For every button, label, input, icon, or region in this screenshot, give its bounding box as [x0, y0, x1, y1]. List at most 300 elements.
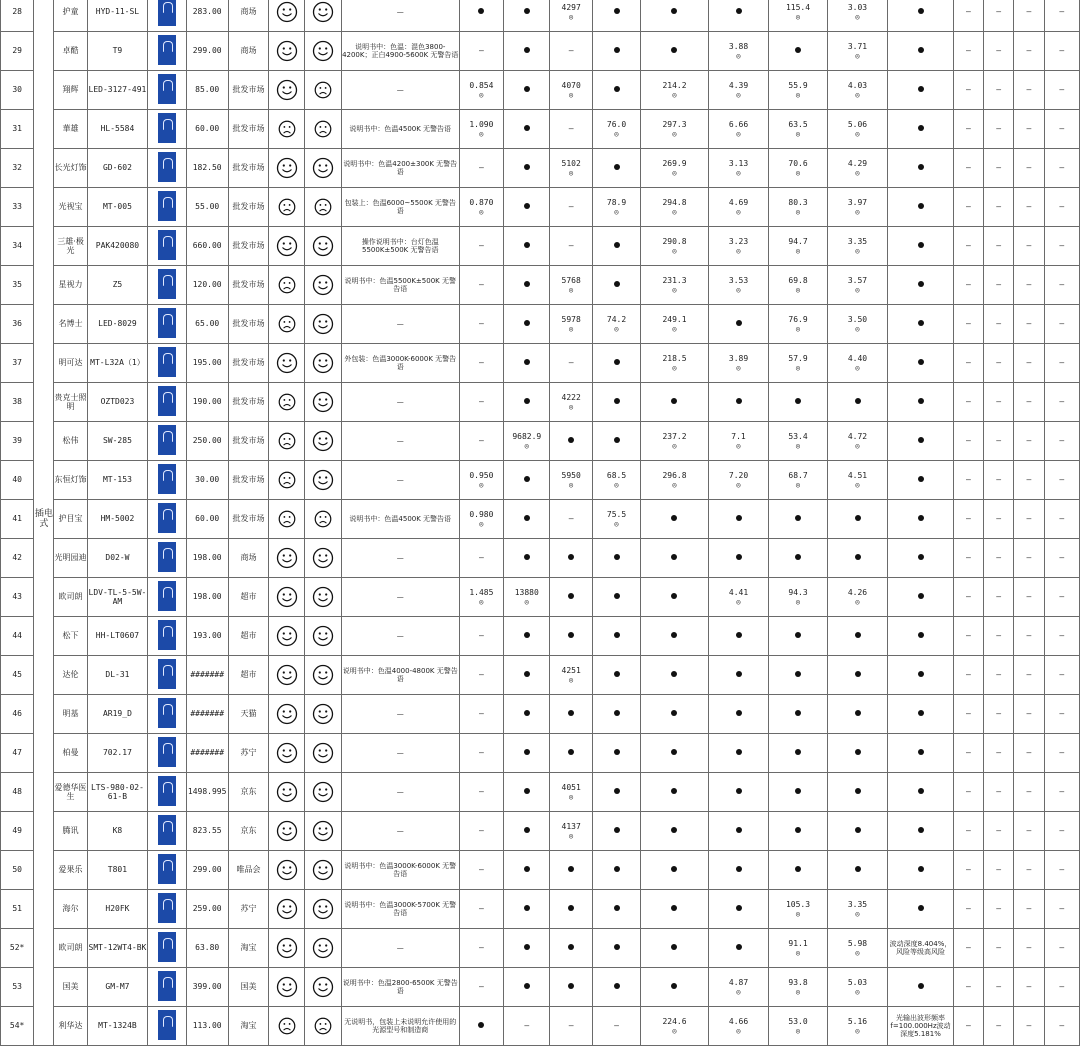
- pass-dot-icon: [524, 242, 530, 248]
- result-value: [769, 149, 827, 188]
- rating-sad-icon: [269, 110, 305, 149]
- price-cell: 63.80: [186, 929, 228, 968]
- result-dot: [504, 344, 550, 383]
- pass-dot-icon: [795, 671, 801, 677]
- product-photo: [148, 32, 186, 71]
- fail-mark-icon: ◎: [479, 207, 484, 216]
- result-dot: [592, 929, 640, 968]
- channel-cell: 批发市场: [228, 149, 268, 188]
- result-dot: [827, 734, 888, 773]
- result-value: [769, 890, 827, 929]
- fail-mark-icon: ◎: [569, 402, 574, 411]
- result-value: [641, 227, 709, 266]
- table-row: [1, 383, 1080, 422]
- rating-smile-icon: [305, 695, 341, 734]
- fail-mark-icon: ◎: [736, 363, 741, 372]
- result-value: [769, 929, 827, 968]
- result-dot: [504, 539, 550, 578]
- fail-mark-icon: ◎: [736, 51, 741, 60]
- result-value: [827, 929, 888, 968]
- result-dot: [592, 656, 640, 695]
- result-dot: [504, 266, 550, 305]
- table-row: [1, 617, 1080, 656]
- brand-cell: 欧司朗: [54, 929, 87, 968]
- lamp-photo-icon: [158, 581, 176, 611]
- measured-value: 115.4: [785, 3, 811, 13]
- price-cell: 198.00: [186, 578, 228, 617]
- result-dot: [708, 656, 769, 695]
- result-dash: —: [1044, 422, 1079, 461]
- result-dot: [769, 812, 827, 851]
- result-dash: —: [953, 344, 983, 383]
- pass-dot-icon: [671, 788, 677, 794]
- row-number: 40: [1, 461, 34, 500]
- result-value: [827, 71, 888, 110]
- lamp-photo-icon: [158, 854, 176, 884]
- result-value: [641, 461, 709, 500]
- result-dash: —: [1014, 968, 1044, 1007]
- brand-cell: 華雄: [54, 110, 87, 149]
- fail-mark-icon: ◎: [795, 246, 801, 255]
- fail-mark-icon: ◎: [614, 324, 619, 333]
- rating-smile-icon: [269, 344, 305, 383]
- measured-value: 5978: [561, 315, 581, 325]
- channel-cell: 天猫: [228, 695, 268, 734]
- measured-value: 297.3: [662, 120, 687, 130]
- pass-dot-icon: [524, 281, 530, 287]
- result-value: [769, 1007, 827, 1046]
- pass-dot-icon: [918, 47, 924, 53]
- result-dot: [550, 422, 592, 461]
- rating-smile-icon: [305, 968, 341, 1007]
- result-dot: [827, 812, 888, 851]
- product-photo: [148, 71, 186, 110]
- model-cell: MT-005: [87, 188, 148, 227]
- pass-dot-icon: [614, 944, 620, 950]
- rating-smile-icon: [305, 929, 341, 968]
- measured-value: 4.29: [847, 159, 868, 169]
- pass-dot-icon: [918, 515, 924, 521]
- channel-cell: 超市: [228, 617, 268, 656]
- measured-value: 94.7: [788, 237, 808, 247]
- result-value: [827, 578, 888, 617]
- pass-dot-icon: [795, 515, 801, 521]
- result-dash: —: [1014, 383, 1044, 422]
- result-dot: [592, 149, 640, 188]
- rating-smile-icon: [305, 890, 341, 929]
- rating-smile-icon: [269, 695, 305, 734]
- row-number: 54*: [1, 1007, 34, 1046]
- pass-dot-icon: [671, 983, 677, 989]
- product-photo: [148, 305, 186, 344]
- brand-cell: 腾讯: [54, 812, 87, 851]
- result-value: [708, 344, 769, 383]
- fail-mark-icon: ◎: [479, 129, 484, 138]
- result-dash: —: [1014, 656, 1044, 695]
- pass-dot-icon: [614, 8, 620, 14]
- rating-smile-icon: [305, 812, 341, 851]
- result-dot: [641, 32, 709, 71]
- rating-smile-icon: [305, 149, 341, 188]
- fail-mark-icon: ◎: [569, 90, 574, 99]
- pass-dot-icon: [736, 944, 742, 950]
- measured-value: 0.870: [469, 198, 494, 208]
- result-dot: [888, 851, 954, 890]
- result-value: [459, 71, 503, 110]
- measured-value: 4.72: [847, 432, 868, 442]
- pass-dot-icon: [918, 437, 924, 443]
- result-value: [708, 461, 769, 500]
- result-dot: [641, 773, 709, 812]
- rating-smile-icon: [305, 422, 341, 461]
- result-value: [708, 1007, 769, 1046]
- pass-dot-icon: [524, 827, 530, 833]
- measured-value: 4.66: [728, 1017, 749, 1027]
- brand-cell: 护目宝: [54, 500, 87, 539]
- result-dot: [504, 461, 550, 500]
- rating-smile-icon: [305, 578, 341, 617]
- pass-dot-icon: [671, 866, 677, 872]
- result-value: [769, 266, 827, 305]
- result-value: [504, 578, 550, 617]
- brand-cell: 卓酷: [54, 32, 87, 71]
- fail-mark-icon: ◎: [855, 480, 860, 489]
- result-value: [769, 71, 827, 110]
- channel-cell: 商场: [228, 0, 268, 32]
- result-dash: —: [550, 32, 592, 71]
- measured-value: 5950: [561, 471, 581, 481]
- result-dash: —: [984, 32, 1014, 71]
- fail-mark-icon: ◎: [795, 441, 801, 450]
- rating-smile-icon: [269, 929, 305, 968]
- result-dot: [641, 500, 709, 539]
- result-dash: —: [984, 851, 1014, 890]
- pass-dot-icon: [671, 944, 677, 950]
- pass-dot-icon: [918, 164, 924, 170]
- product-photo: [148, 227, 186, 266]
- brand-cell: 松下: [54, 617, 87, 656]
- table-row: [1, 0, 1080, 32]
- measured-value: 69.8: [788, 276, 808, 286]
- note-cell: —: [341, 773, 459, 812]
- result-value: [708, 422, 769, 461]
- result-value: [641, 71, 709, 110]
- result-dot: [769, 617, 827, 656]
- lamp-photo-icon: [158, 971, 176, 1001]
- fail-mark-icon: ◎: [795, 285, 801, 294]
- price-cell: 182.50: [186, 149, 228, 188]
- result-dot: [708, 734, 769, 773]
- result-dot: [769, 500, 827, 539]
- result-value: [708, 110, 769, 149]
- lamp-photo-icon: [158, 542, 176, 572]
- note-cell: 说明书中：色温5500K±500K 无警告语: [341, 266, 459, 305]
- row-number: 32: [1, 149, 34, 188]
- lamp-photo-icon: [158, 230, 176, 260]
- lamp-photo-icon: [158, 425, 176, 455]
- result-dash: —: [1044, 656, 1079, 695]
- measured-value: 3.88: [728, 42, 749, 52]
- measured-value: 5.16: [847, 1017, 868, 1027]
- pass-dot-icon: [524, 515, 530, 521]
- pass-dot-icon: [918, 203, 924, 209]
- channel-cell: 批发市场: [228, 71, 268, 110]
- measured-value: 78.9: [606, 198, 627, 208]
- fail-mark-icon: ◎: [795, 480, 801, 489]
- pass-dot-icon: [855, 515, 861, 521]
- result-dash: —: [953, 110, 983, 149]
- result-dot: [592, 890, 640, 929]
- result-dot: [504, 890, 550, 929]
- price-cell: 193.00: [186, 617, 228, 656]
- result-dash: —: [984, 149, 1014, 188]
- measured-value: 4.40: [847, 354, 868, 364]
- pass-dot-icon: [671, 47, 677, 53]
- result-dash: —: [953, 578, 983, 617]
- measured-value: 76.9: [788, 315, 808, 325]
- result-dot: [708, 0, 769, 32]
- fail-mark-icon: ◎: [569, 285, 574, 294]
- model-cell: T801: [87, 851, 148, 890]
- fail-mark-icon: ◎: [614, 129, 619, 138]
- brand-cell: 爱果乐: [54, 851, 87, 890]
- brand-cell: 贵克士照明: [54, 383, 87, 422]
- result-value: [827, 266, 888, 305]
- fail-mark-icon: ◎: [524, 441, 529, 450]
- row-number: 29: [1, 32, 34, 71]
- pass-dot-icon: [614, 905, 620, 911]
- result-dash: —: [459, 656, 503, 695]
- pass-dot-icon: [614, 242, 620, 248]
- row-number: 34: [1, 227, 34, 266]
- measured-value: 4137: [561, 822, 581, 832]
- result-value: [459, 500, 503, 539]
- pass-dot-icon: [524, 476, 530, 482]
- fail-mark-icon: ◎: [672, 324, 677, 333]
- pass-dot-icon: [736, 905, 742, 911]
- pass-dot-icon: [614, 866, 620, 872]
- model-cell: LTS-980-02-61-B: [87, 773, 148, 812]
- pass-dot-icon: [795, 710, 801, 716]
- rating-smile-icon: [269, 656, 305, 695]
- rating-sad-icon: [269, 461, 305, 500]
- result-dot: [504, 227, 550, 266]
- result-dot: [550, 617, 592, 656]
- row-number: 51: [1, 890, 34, 929]
- result-dot: [888, 734, 954, 773]
- pass-dot-icon: [671, 671, 677, 677]
- result-dot: [641, 656, 709, 695]
- result-dot: [641, 0, 709, 32]
- result-dot: [769, 695, 827, 734]
- model-cell: 702.17: [87, 734, 148, 773]
- pass-dot-icon: [918, 866, 924, 872]
- table-row: [1, 1007, 1080, 1046]
- rating-smile-icon: [269, 149, 305, 188]
- result-dot: [888, 578, 954, 617]
- pass-dot-icon: [855, 632, 861, 638]
- result-dot: [504, 110, 550, 149]
- note-cell: —: [341, 0, 459, 32]
- channel-cell: 商场: [228, 539, 268, 578]
- result-dash: —: [953, 32, 983, 71]
- result-value: [641, 422, 709, 461]
- price-cell: 198.00: [186, 539, 228, 578]
- result-dash: —: [1014, 734, 1044, 773]
- channel-cell: 商场: [228, 32, 268, 71]
- result-dash: —: [1014, 344, 1044, 383]
- channel-cell: 批发市场: [228, 500, 268, 539]
- result-dash: —: [1044, 344, 1079, 383]
- result-dash: —: [953, 617, 983, 656]
- measured-value: 3.03: [847, 3, 868, 13]
- result-note: 波动深度8.404%，风险等级高风险: [888, 929, 954, 968]
- result-value: [550, 305, 592, 344]
- pass-dot-icon: [795, 398, 801, 404]
- rating-sad-icon: [269, 266, 305, 305]
- pass-dot-icon: [568, 554, 574, 560]
- result-dot: [641, 968, 709, 1007]
- table-row: [1, 773, 1080, 812]
- price-cell: 299.00: [186, 32, 228, 71]
- fail-mark-icon: ◎: [855, 12, 860, 21]
- measured-value: 5.03: [847, 978, 868, 988]
- fail-mark-icon: ◎: [736, 207, 741, 216]
- rating-smile-icon: [305, 539, 341, 578]
- row-number: 47: [1, 734, 34, 773]
- result-value: [592, 500, 640, 539]
- brand-cell: 明可达: [54, 344, 87, 383]
- channel-cell: 淘宝: [228, 1007, 268, 1046]
- measured-value: 3.13: [728, 159, 749, 169]
- result-dash: —: [1044, 383, 1079, 422]
- result-dot: [641, 539, 709, 578]
- result-dash: —: [984, 383, 1014, 422]
- price-cell: 55.00: [186, 188, 228, 227]
- channel-cell: 批发市场: [228, 422, 268, 461]
- pass-dot-icon: [855, 749, 861, 755]
- pass-dot-icon: [568, 905, 574, 911]
- fail-mark-icon: ◎: [855, 90, 860, 99]
- result-dot: [504, 812, 550, 851]
- product-photo: [148, 461, 186, 500]
- pass-dot-icon: [918, 86, 924, 92]
- brand-cell: 海尔: [54, 890, 87, 929]
- result-dash: —: [953, 851, 983, 890]
- note-cell: —: [341, 695, 459, 734]
- price-cell: 113.00: [186, 1007, 228, 1046]
- pass-dot-icon: [918, 632, 924, 638]
- measured-value: 63.5: [788, 120, 808, 130]
- table-row: [1, 32, 1080, 71]
- fail-mark-icon: ◎: [855, 363, 860, 372]
- model-cell: Z5: [87, 266, 148, 305]
- result-value: [827, 344, 888, 383]
- lamp-photo-icon: [158, 191, 176, 221]
- pass-dot-icon: [795, 827, 801, 833]
- result-dot: [592, 773, 640, 812]
- pass-dot-icon: [524, 710, 530, 716]
- result-dot: [504, 968, 550, 1007]
- brand-cell: 三雄·极光: [54, 227, 87, 266]
- pass-dot-icon: [568, 983, 574, 989]
- row-number: 37: [1, 344, 34, 383]
- channel-cell: 苏宁: [228, 890, 268, 929]
- fail-mark-icon: ◎: [795, 597, 801, 606]
- fail-mark-icon: ◎: [736, 597, 741, 606]
- price-cell: 1498.995: [186, 773, 228, 812]
- result-dot: [708, 539, 769, 578]
- pass-dot-icon: [918, 671, 924, 677]
- pass-dot-icon: [524, 203, 530, 209]
- lamp-photo-icon: [158, 113, 176, 143]
- fail-mark-icon: ◎: [479, 480, 484, 489]
- result-dash: —: [1014, 188, 1044, 227]
- rating-smile-icon: [269, 617, 305, 656]
- pass-dot-icon: [918, 593, 924, 599]
- fail-mark-icon: ◎: [736, 129, 741, 138]
- result-dot: [888, 149, 954, 188]
- result-dash: —: [984, 578, 1014, 617]
- result-value: [708, 968, 769, 1007]
- result-dot: [592, 617, 640, 656]
- result-value: [459, 110, 503, 149]
- fail-mark-icon: ◎: [855, 1026, 860, 1035]
- result-value: [708, 266, 769, 305]
- result-dash: —: [953, 890, 983, 929]
- result-value: [550, 773, 592, 812]
- result-value: [504, 422, 550, 461]
- result-value: [550, 71, 592, 110]
- pass-dot-icon: [671, 632, 677, 638]
- measured-value: 105.3: [785, 900, 811, 910]
- result-dot: [827, 500, 888, 539]
- result-dot: [592, 227, 640, 266]
- measured-value: 290.8: [662, 237, 687, 247]
- result-dash: —: [550, 110, 592, 149]
- rating-smile-icon: [305, 617, 341, 656]
- result-value: [459, 578, 503, 617]
- result-value: [641, 266, 709, 305]
- result-dash: —: [1044, 227, 1079, 266]
- note-cell: 包装上：色温6000~5500K 无警告语: [341, 188, 459, 227]
- measured-value: 70.6: [788, 159, 808, 169]
- result-value: [827, 422, 888, 461]
- result-dash: —: [984, 500, 1014, 539]
- result-dot: [888, 968, 954, 1007]
- result-dot: [888, 110, 954, 149]
- result-dash: —: [550, 344, 592, 383]
- channel-cell: 批发市场: [228, 461, 268, 500]
- result-dash: —: [1014, 578, 1044, 617]
- pass-dot-icon: [855, 827, 861, 833]
- result-dash: —: [459, 812, 503, 851]
- result-dash: —: [459, 851, 503, 890]
- result-value: [550, 656, 592, 695]
- result-dash: —: [1014, 812, 1044, 851]
- pass-dot-icon: [671, 593, 677, 599]
- rating-sad-icon: [269, 383, 305, 422]
- note-cell: 说明书中：色温3000K-6000K 无警告语: [341, 851, 459, 890]
- fail-mark-icon: ◎: [569, 168, 574, 177]
- fail-mark-icon: ◎: [855, 987, 860, 996]
- result-dash: —: [984, 344, 1014, 383]
- lamp-photo-icon: [158, 737, 176, 767]
- result-value: [827, 305, 888, 344]
- pass-dot-icon: [918, 242, 924, 248]
- row-number: 44: [1, 617, 34, 656]
- product-photo: [148, 344, 186, 383]
